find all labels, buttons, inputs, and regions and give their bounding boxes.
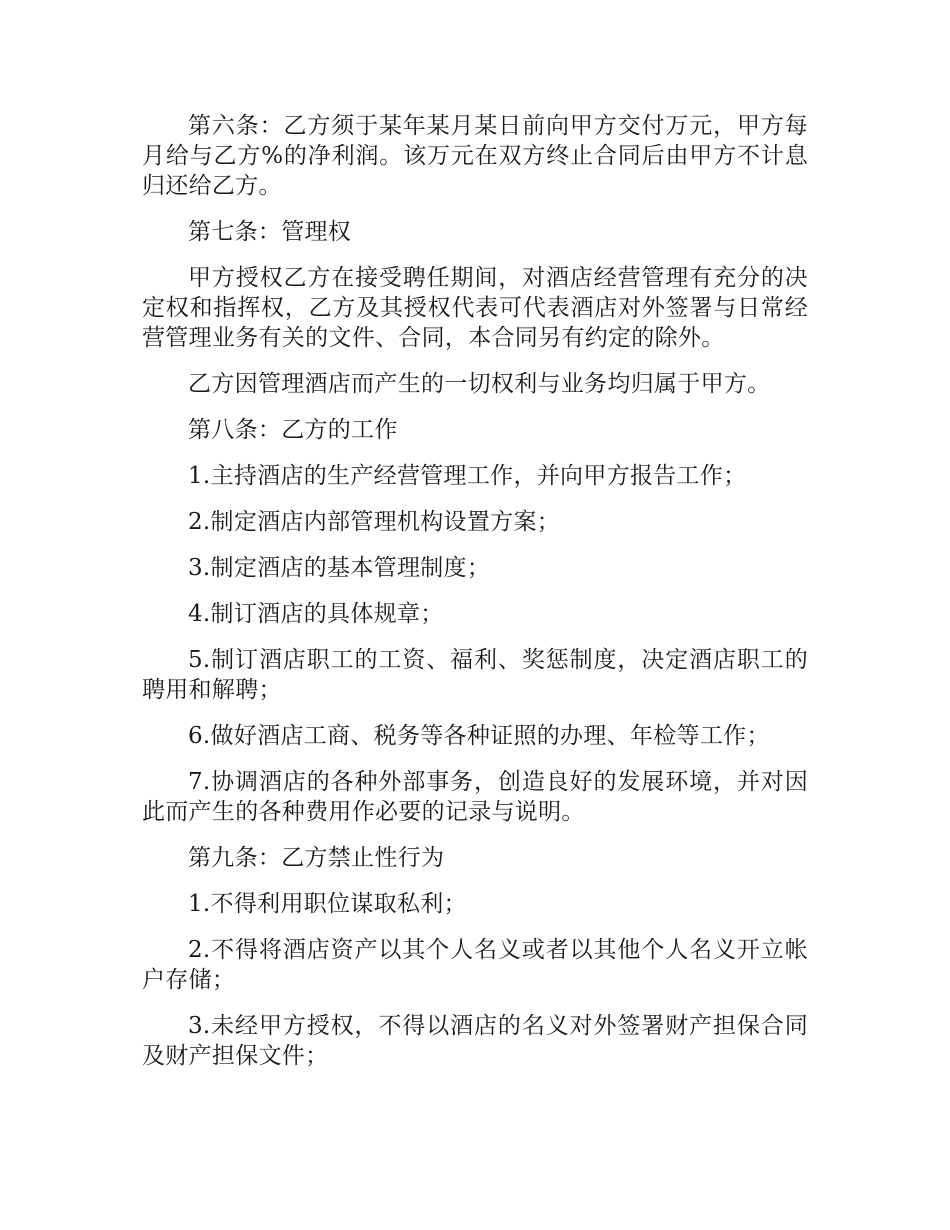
article-8-item-6: 6.做好酒店工商、税务等各种证照的办理、年检等工作； [188,723,770,749]
article-9-heading: 第九条：乙方禁止性行为 [188,845,445,871]
article-6-payment-clause: 第六条：乙方须于某年某月某日前向甲方交付万元，甲方每月给与乙方%的净利润。该万元在双方终止合同后由甲方不计息归还给乙方。 [142,113,808,199]
article-7-heading: 第七条：管理权 [188,219,352,245]
document-body [142,111,808,1087]
article-9-item-3: 3.未经甲方授权，不得以酒店的名义对外签署财产担保合同及财产担保文件； [142,1013,808,1069]
article-9-item-2: 2.不得将酒店资产以其个人名义或者以其他个人名义开立帐户存储； [142,937,808,993]
article-8-item-5: 5.制订酒店职工的工资、福利、奖惩制度，决定酒店职工的聘用和解聘； [142,647,808,703]
article-8-item-2: 2.制定酒店内部管理机构设置方案； [188,509,561,535]
article-8-heading: 第八条：乙方的工作 [188,417,398,443]
article-8-item-4: 4.制订酒店的具体规章； [188,601,444,627]
article-9-item-1: 1.不得利用职位谋取私利； [188,891,467,917]
article-7-rights-clause: 乙方因管理酒店而产生的一切权利与业务均归属于甲方。 [188,371,771,397]
article-8-item-3: 3.制定酒店的基本管理制度； [188,555,491,581]
article-8-item-1: 1.主持酒店的生产经营管理工作，并向甲方报告工作； [188,463,747,489]
article-7-authority-clause: 甲方授权乙方在接受聘任期间，对酒店经营管理有充分的决定权和指挥权，乙方及其授权代表可代表酒店对外签署与日常经营管理业务有关的文件、合同，本合同另有约定的除外。 [142,265,808,351]
article-8-item-7: 7.协调酒店的各种外部事务，创造良好的发展环境，并对因此而产生的各种费用作必要的记录与说明。 [142,769,808,825]
